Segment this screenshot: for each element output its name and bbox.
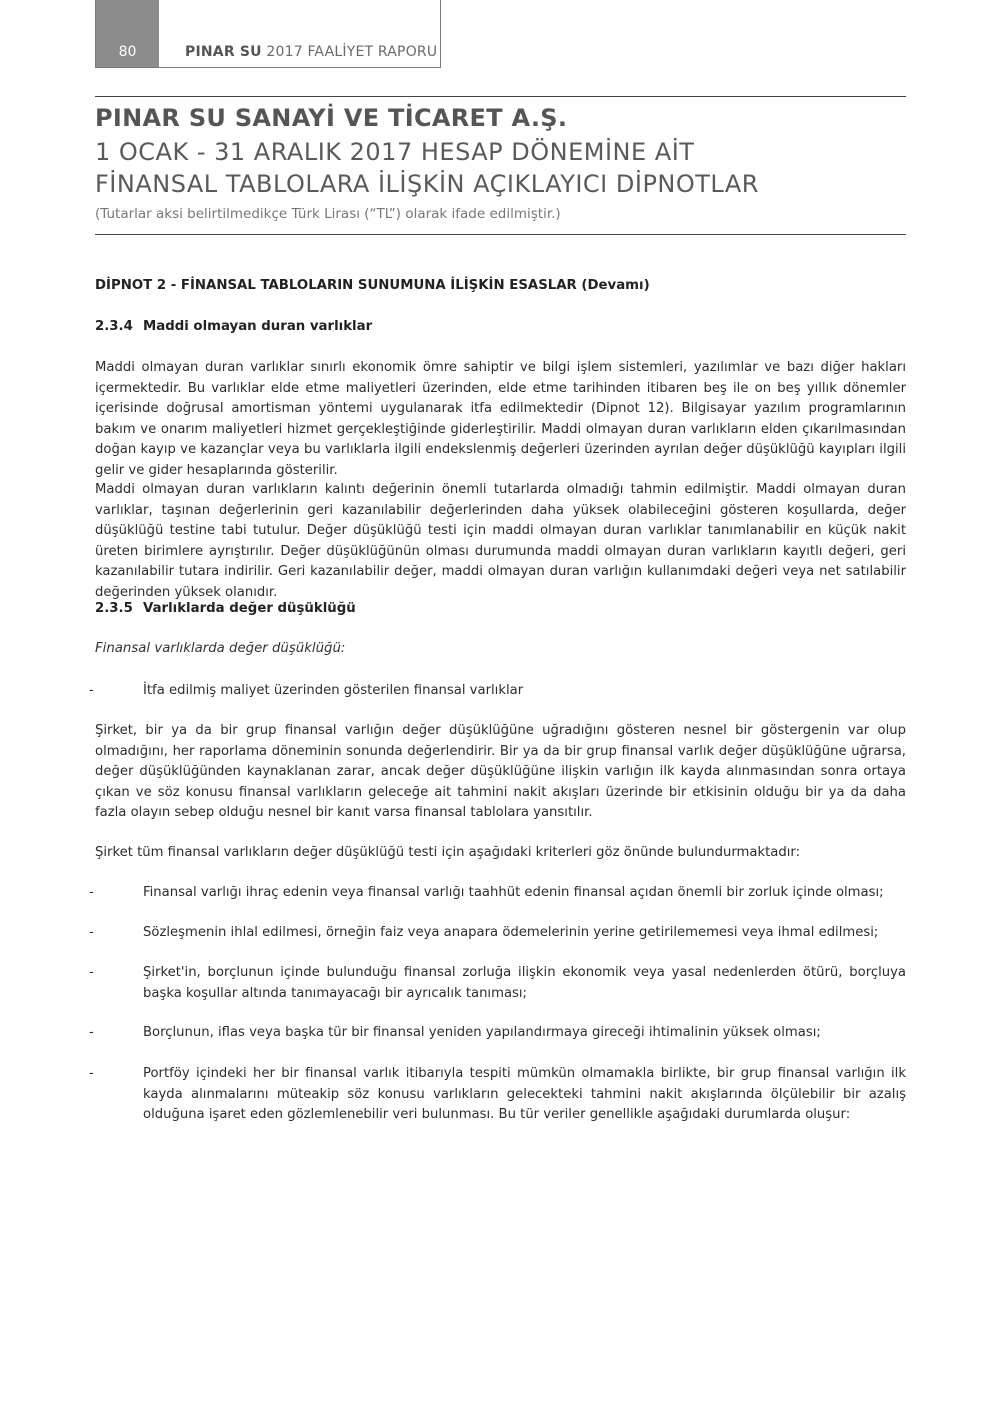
title-divider <box>95 234 906 235</box>
section-number: 2.3.4 <box>95 319 133 334</box>
top-divider <box>95 96 906 97</box>
report-title-text: 2017 FAALİYET RAPORU <box>266 44 438 60</box>
company-name: PINAR SU SANAYİ VE TİCARET A.Ş. <box>95 104 568 132</box>
currency-note: (Tutarlar aksi belirtilmedikçe Türk Lirası (“TL”) olarak ifade edilmiştir.) <box>95 206 561 222</box>
bullet-dash: - <box>89 1066 94 1081</box>
bullet-dash: - <box>89 965 94 980</box>
list-item <box>89 1064 906 1126</box>
list-item-text: İtfa edilmiş maliyet üzerinden gösterilen finansal varlıklar <box>143 683 524 698</box>
list-item <box>89 883 906 904</box>
paragraph: Şirket, bir ya da bir grup finansal varlığın değer düşüklüğüne uğradığını gösteren nesnel bir göstergenin var olup olmadığını, her raporlama döneminin sonunda değerlendirir. Bir ya da bir grup finansal varlık değer düşüklüğüne uğrarsa, değer düşüklüğünden kaynaklanan zarar, ancak değer düşüklüğüne ilişkin varlığın ilk kayda alınmasından sonra ortaya çıkan ve söz konusu finansal varlıkların geleceğe ait tahmini nakit akışları üzerinde bir etkisinin olduğu bir ya da daha fazla olayın sebep olduğu nesnel bir kanıt varsa finansal tablolara yansıtılır. <box>95 723 906 821</box>
bullet-dash: - <box>89 925 94 940</box>
section-heading-234 <box>95 319 372 334</box>
bullet-dash: - <box>89 683 94 698</box>
paragraph: Maddi olmayan duran varlıklar sınırlı ekonomik ömre sahiptir ve bilgi işlem sistemleri, yazılımlar ve bazı diğer hakları içermektedir. Bu varlıklar elde etme maliyetleri üzerinden, elde etme tarihinden itibaren beş ile on beş yıllık dönemler içerisinde doğrusal amortisman yöntemi uygulanarak itfa edilmektedir (Dipnot 12). Bilgisayar yazılım programlarının bakım ve onarım maliyetleri hizmet gerçekleştiğinde giderleştirilir. Maddi olmayan duran varlıkların elden çıkarılmasından doğan kayıp ve kazançlar veya bu varlıklarla ilgili endekslenmiş değerleri üzerinden ayrılan değer düşüklüğü kayıpları ilgili gelir ve gider hesaplarında gösterilir. <box>95 360 906 478</box>
list-item-text: Finansal varlığı ihraç edenin veya finansal varlığı taahhüt edenin finansal açıdan önemli bir zorluk içinde olması; <box>143 885 884 900</box>
bullet-dash: - <box>89 1025 94 1040</box>
page-number: 80 <box>96 0 159 67</box>
section-number: 2.3.5 <box>95 601 133 616</box>
bullet-dash: - <box>89 885 94 900</box>
list-item-text: Şirket'in, borçlunun içinde bulunduğu finansal zorluğa ilişkin ekonomik veya yasal nedenlerden ötürü, borçluya başka koşullar altında tanımayacağı bir ayrıcalık tanıması; <box>143 965 906 1001</box>
list-item <box>89 681 906 702</box>
paragraph: Maddi olmayan duran varlıkların kalıntı değerinin önemli tutarlarda olmadığı tahmin edilmiştir. Maddi olmayan duran varlıklar, taşınan değerlerinin geri kazanılabilir değerlerinden daha yüksek olabileceğini gösteren koşullarda, değer düşüklüğü testine tabi tutulur. Değer düşüklüğü testi için maddi olmayan duran varlıklar tanımlanabilir en küçük nakit üreten birimlere ayrıştırılır. Değer düşüklüğünün olması durumunda maddi olmayan duran varlıkların kayıtlı değeri, geri kazanılabilir tutara indirilir. Geri kazanılabilir değer, maddi olmayan duran varlığın kullanımdaki değeri veya net satılabilir değerinden yüksek olanıdır. <box>95 482 906 600</box>
paragraph: Şirket tüm finansal varlıkların değer düşüklüğü testi için aşağıdaki kriterleri göz önünde bulundurmaktadır: <box>95 845 801 860</box>
subtitle-line2: FİNANSAL TABLOLARA İLİŞKİN AÇIKLAYICI DİPNOTLAR <box>95 170 759 198</box>
list-item-text: Portföy içindeki her bir finansal varlık itibarıyla tespiti mümkün olmamakla birlikte, bir grup finansal varlığın ilk kayda alınmalarını müteakip söz konusu varlıkların gelecekteki tahmini nakit akışlarında ölçülebilir bir azalış olduğuna işaret eden gözlemlenebilir veri bulunması. Bu tür veriler genellikle aşağıdaki durumlarda oluşur: <box>143 1066 906 1123</box>
list-item-text: Borçlunun, iflas veya başka tür bir finansal yeniden yapılandırmaya gireceği ihtimalinin yüksek olması; <box>143 1025 821 1040</box>
section-heading-235 <box>95 601 356 616</box>
report-brand: PINAR SU <box>185 44 262 60</box>
list-item <box>89 1023 906 1044</box>
report-title <box>185 44 437 60</box>
list-item-text: Sözleşmenin ihlal edilmesi, örneğin faiz veya anapara ödemelerinin yerine getirilememesi veya ihmal edilmesi; <box>143 925 879 940</box>
main-heading: DİPNOT 2 - FİNANSAL TABLOLARIN SUNUMUNA İLİŞKİN ESASLAR (Devamı) <box>95 278 650 293</box>
page-header-tab <box>95 0 441 68</box>
list-item <box>89 923 906 944</box>
section-title: Maddi olmayan duran varlıklar <box>143 319 373 334</box>
italic-subheading: Finansal varlıklarda değer düşüklüğü: <box>95 641 346 656</box>
subtitle-line1: 1 OCAK - 31 ARALIK 2017 HESAP DÖNEMİNE AİT <box>95 138 695 166</box>
section-title: Varlıklarda değer düşüklüğü <box>143 601 356 616</box>
list-item <box>89 963 906 1004</box>
